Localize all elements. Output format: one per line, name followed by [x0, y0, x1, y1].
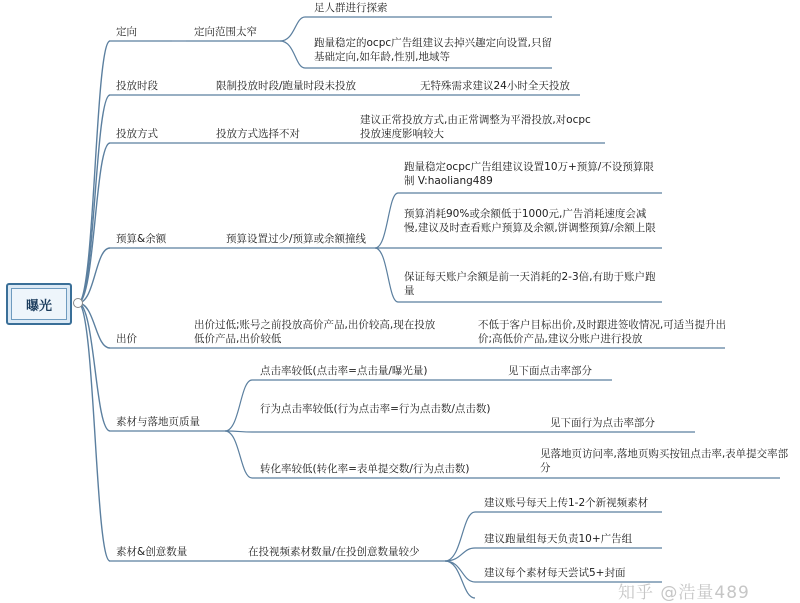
leaf-label[interactable]: 见下面行为点击率部分	[550, 417, 655, 429]
leaf-label[interactable]: 预算消耗90%或余额低于1000元,广告消耗速度会减慢,建议及时查看账户预算及余额,饼调整预算/余额上限	[404, 208, 656, 234]
sub-label[interactable]: 预算设置过少/预算或余额撞线	[226, 233, 367, 245]
sub-label[interactable]: 限制投放时段/跑量时段未投放	[216, 80, 357, 92]
leaf-label[interactable]: 见下面点击率部分	[508, 365, 592, 377]
leaf-label[interactable]: 跑量稳定的ocpc广告组建议去掉兴趣定向设置,只留基础定向,如年龄,性别,地域等	[314, 37, 552, 63]
sub-label[interactable]: 转化率较低(转化率=表单提交数/行为点击数)	[260, 463, 470, 475]
branch-label-sucai-shuliang[interactable]: 素材&创意数量	[116, 546, 188, 558]
sub-label[interactable]: 在投视频素材数量/在投创意数量较少	[248, 546, 420, 558]
leaf-label[interactable]: 建议每个素材每天尝试5+封面	[484, 567, 626, 579]
branch-label-toufangfangshi[interactable]: 投放方式	[116, 128, 158, 140]
sub-label[interactable]: 投放方式选择不对	[216, 128, 300, 140]
sub-label[interactable]: 出价过低;账号之前投放高价产品,出价较高,现在投放低价产品,出价较低	[194, 319, 436, 345]
branch-label-chujia[interactable]: 出价	[116, 333, 137, 345]
sub-label[interactable]: 点击率较低(点击率=点击量/曝光量)	[260, 365, 428, 377]
sub-label[interactable]: 行为点击率较低(行为点击率=行为点击数/点击数)	[260, 403, 491, 415]
leaf-label[interactable]: 无特殊需求建议24小时全天投放	[420, 80, 570, 92]
leaf-label[interactable]: 跑量稳定ocpc广告组建议设置10万+预算/不设预算限制 V:haoliang489	[404, 161, 654, 187]
leaf-label[interactable]: 建议跑量组每天负责10+广告组	[484, 533, 633, 545]
leaf-label[interactable]: 足人群进行探索	[314, 2, 388, 14]
leaf-label[interactable]: 见落地页访问率,落地页购买按钮点击率,表单提交率部分	[540, 448, 789, 474]
sub-label[interactable]: 定向范围太窄	[194, 26, 257, 38]
branch-label-yusuan[interactable]: 预算&余额	[116, 233, 167, 245]
watermark: 知乎 @浩量489	[618, 583, 750, 603]
root-label: 曝光	[11, 288, 67, 320]
leaf-label[interactable]: 不低于客户目标出价,及时跟进签收情况,可适当提升出价;高低价产品,建议分账户进行投放	[478, 319, 727, 345]
connector-root-toufangshiduan	[78, 95, 110, 303]
leaf-label[interactable]: 建议正常投放方式,由正常调整为平滑投放,对ocpc投放速度影响较大	[360, 114, 591, 140]
connector-root-shuliang	[78, 303, 110, 561]
branch-label-sucai-luodiye[interactable]: 素材与落地页质量	[116, 416, 200, 428]
branch-label-toufangshiduan[interactable]: 投放时段	[116, 80, 158, 92]
leaf-label[interactable]: 建议账号每天上传1-2个新视频素材	[484, 497, 649, 509]
connector-root-dingxiang	[78, 41, 110, 303]
branch-label-dingxiang[interactable]: 定向	[116, 26, 137, 38]
collapse-toggle[interactable]	[73, 298, 83, 308]
leaf-label[interactable]: 保证每天账户余额是前一天消耗的2-3倍,有助于账户跑量	[404, 271, 656, 297]
root-node[interactable]	[6, 283, 72, 325]
